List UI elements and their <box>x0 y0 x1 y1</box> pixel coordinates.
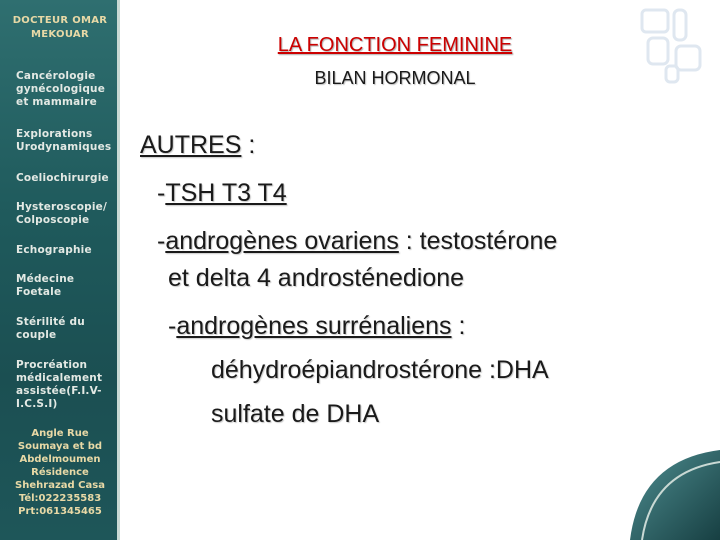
androgenes-ovariens-line <box>157 227 557 256</box>
sidebar-nav <box>0 0 120 540</box>
sulfate-dhea-line: sulfate de DHA <box>211 400 380 428</box>
autres-heading <box>140 131 255 160</box>
andro-sur-dash: - <box>168 312 177 340</box>
doctor-name: DOCTEUR OMAR MEKOUAR <box>12 15 108 40</box>
sidebar-item-explorations[interactable]: Explorations Urodynamiques <box>16 128 112 153</box>
slide-title: LA FONCTION FEMININE <box>277 34 513 56</box>
androstenedione-line: et delta 4 androsténedione <box>168 264 465 292</box>
sidebar-item-cancerologie[interactable]: Cancérologie gynécologique et mammaire <box>16 70 106 108</box>
dhea-line: déhydroépiandrostérone :DHA <box>211 356 549 384</box>
corner-decoration-icon <box>630 450 720 540</box>
contact-address: Angle Rue Soumaya et bd Abdelmoumen Résidence Shehrazad Casa Tél:022235583 Prt:061345465 <box>15 428 105 517</box>
andro-ov-dash: - <box>157 227 166 255</box>
andro-ov-label: androgènes ovariens <box>165 227 399 255</box>
andro-sur-rest: : <box>451 312 466 340</box>
slide-subtitle: BILAN HORMONAL <box>314 68 476 88</box>
sidebar-item-echographie[interactable]: Echographie <box>16 244 92 256</box>
autres-separator: : <box>241 131 256 159</box>
tsh-text: TSH T3 T4 <box>165 179 287 207</box>
sidebar-item-procreation[interactable]: Procréation médicalement assistée(F.I.V- I.C.S.I) <box>16 359 103 410</box>
logo-deco-icon <box>636 6 706 86</box>
sidebar-item-medecine-foetale[interactable]: Médecine Foetale <box>16 273 75 298</box>
andro-ov-rest: : testostérone <box>398 227 558 255</box>
andro-sur-label: androgènes surrénaliens <box>176 312 452 340</box>
androgenes-surrenaliens-line <box>168 312 465 341</box>
tsh-dash: - <box>157 179 166 207</box>
sidebar-item-sterilite[interactable]: Stérilité du couple <box>16 316 85 341</box>
tsh-line <box>157 179 287 208</box>
sidebar-item-coeliochirurgie[interactable]: Coeliochirurgie <box>16 172 109 184</box>
sidebar-item-hysteroscopie[interactable]: Hysteroscopie/ Colposcopie <box>16 201 107 226</box>
autres-label: AUTRES <box>140 131 242 159</box>
